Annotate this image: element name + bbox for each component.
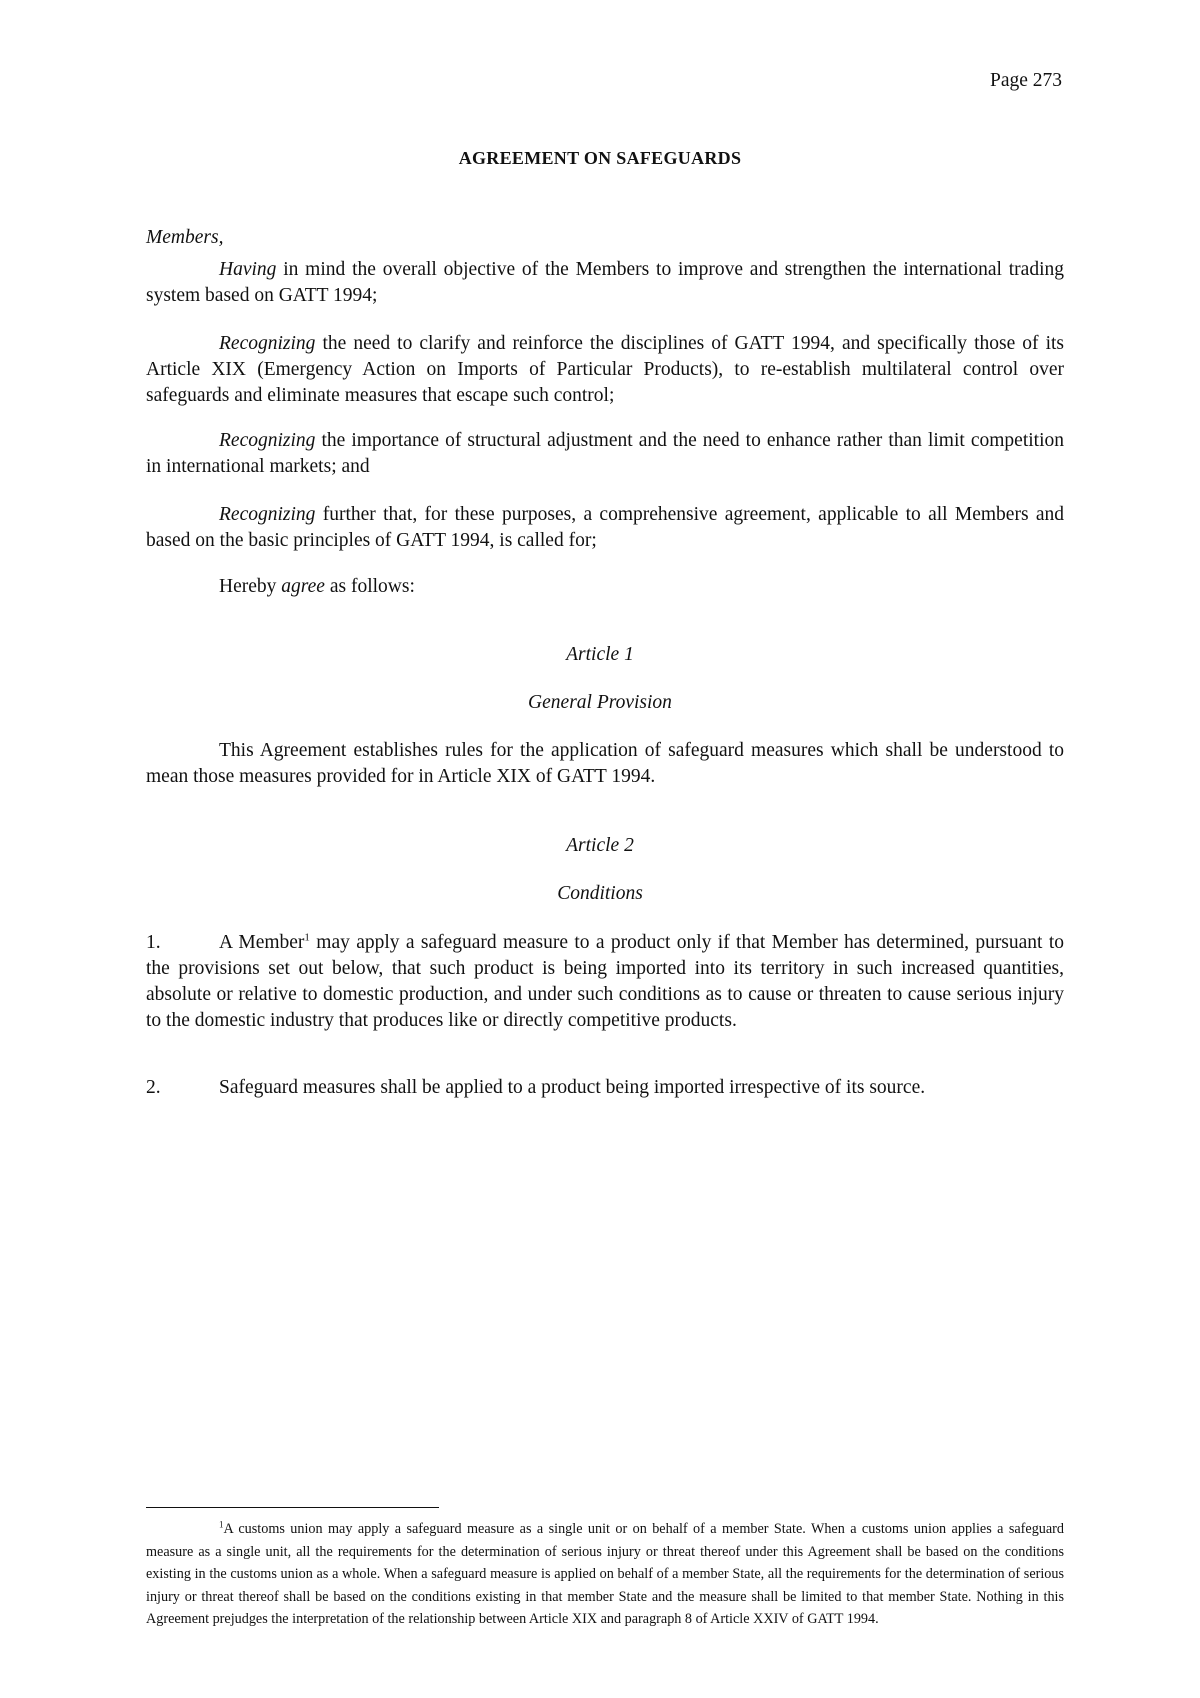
preamble-lead: Having <box>219 259 277 280</box>
preamble-text: further that, for these purposes, a comprehensive agreement, applicable to all Members and based on the basic principles of GATT 1994, is called for; <box>146 504 1064 551</box>
footnote-separator <box>146 1507 439 1508</box>
preamble-text: the need to clarify and reinforce the disciplines of GATT 1994, and specifically those of its Article XIX (Emergency Action on Imports of Particular Products), to re-establish multilateral control over safeguards and eliminate measures that escape such control; <box>146 333 1064 406</box>
preamble-recognizing-2 <box>146 428 1064 480</box>
article-1-heading: Article 1 <box>566 644 634 665</box>
footnote-reference[interactable]: 1 <box>304 931 310 944</box>
article-2-heading: Article 2 <box>566 835 634 856</box>
paragraph-text: Safeguard measures shall be applied to a product being imported irrespective of its source. <box>219 1077 926 1098</box>
members-salutation: Members, <box>146 227 224 248</box>
agree-post: as follows: <box>324 576 415 597</box>
article-2-paragraph-2 <box>146 1075 1064 1101</box>
preamble-having <box>146 257 1064 309</box>
paragraph-number: 1. <box>146 932 161 953</box>
article-1-text: This Agreement establishes rules for the application of safeguard measures which shall be understood to mean those measures provided for in Article XIX of GATT 1994. <box>146 740 1064 787</box>
article-2-paragraph-1 <box>146 930 1064 1034</box>
preamble-recognizing-3 <box>146 502 1064 554</box>
preamble-lead: Recognizing <box>219 430 316 451</box>
footnote-marker: 1 <box>219 1519 224 1530</box>
preamble-agree <box>146 574 1064 600</box>
preamble-lead: Recognizing <box>219 333 316 354</box>
agree-verb: agree <box>281 576 325 597</box>
footnote <box>146 1518 1064 1631</box>
preamble-lead: Recognizing <box>219 504 316 525</box>
article-2-subheading: Conditions <box>557 883 643 904</box>
footnote-text: A customs union may apply a safeguard measure as a single unit or on behalf of a member State. When a customs union applies a safeguard measure as a single unit, all the requirements for the determination of serious injury or threat thereof under this Agreement shall be based on the conditions existing in the customs union as a whole. When a safeguard measure is applied on behalf of a member State, all the requirements for the determination of serious injury or threat thereof shall be based on the conditions existing in that member State and the measure shall be limited to that member State. Nothing in this Agreement prejudges the interpretation of the relationship between Article XIX and paragraph 8 of Article XXIV of GATT 1994. <box>146 1521 1064 1627</box>
document-title: AGREEMENT ON SAFEGUARDS <box>458 148 742 168</box>
paragraph-text: may apply a safeguard measure to a product only if that Member has determined, pursuant to the provisions set out below, that such product is being imported into its territory in such increased quantities, absolute or relative to domestic production, and under such conditions as to cause or threaten to cause serious injury to the domestic industry that produces like or directly competitive products. <box>146 932 1064 1031</box>
article-1-subheading: General Provision <box>528 692 672 713</box>
paragraph-text-start: A Member <box>219 932 305 953</box>
preamble-text: in mind the overall objective of the Members to improve and strengthen the international trading system based on GATT 1994; <box>146 259 1064 306</box>
preamble-text: the importance of structural adjustment and the need to enhance rather than limit competition in international markets; and <box>146 430 1064 477</box>
paragraph-number: 2. <box>146 1077 161 1098</box>
agree-pre: Hereby <box>219 576 282 597</box>
preamble-recognizing-1 <box>146 331 1064 409</box>
page-number: Page 273 <box>989 70 1062 91</box>
